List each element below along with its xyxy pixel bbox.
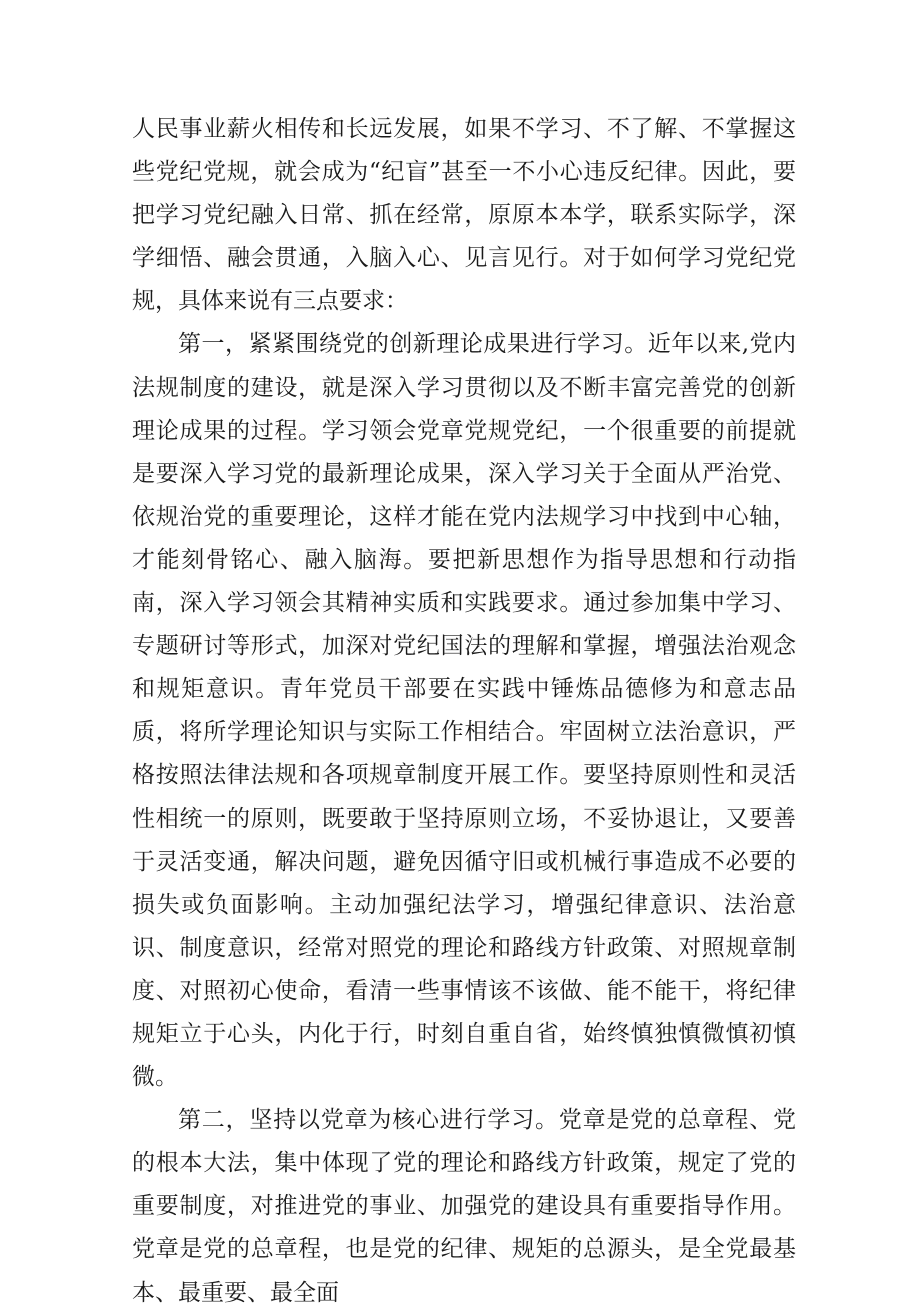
document-body xyxy=(132,108,796,1315)
paragraph-continuation: 人民事业薪火相传和长远发展，如果不学习、不了解、不掌握这些党纪党规，就会成为“纪盲”甚至一不小心违反纪律。因此，要把学习党纪融入日常、抓在经常，原原本本学，联系实际学，深学细悟、融会贯通，入脑入心、见言见行。对于如何学习党纪党规，具体来说有三点要求： xyxy=(132,116,796,315)
paragraph-point-one: 第一，紧紧围绕党的创新理论成果进行学习。近年以来,党内法规制度的建设，就是深入学习贯彻以及不断丰富完善党的创新理论成果的过程。学习领会党章党规党纪，一个很重要的前提就是要深入学习党的最新理论成果，深入学习关于全面从严治党、依规治党的重要理论，这样才能在党内法规学习中找到中心轴，才能刻骨铭心、融入脑海。要把新思想作为指导思想和行动指南，深入学习领会其精神实质和实践要求。通过参加集中学习、专题研讨等形式，加深对党纪国法的理解和掌握，增强法治观念和规矩意识。青年党员干部要在实践中锤炼品德修为和意志品质，将所学理论知识与实际工作相结合。牢固树立法治意识，严格按照法律法规和各项规章制度开展工作。要坚持原则性和灵活性相统一的原则，既要敢于坚持原则立场，不妥协退让，又要善于灵活变通，解决问题，避免因循守旧或机械行事造成不必要的损失或负面影响。主动加强纪法学习，增强纪律意识、法治意识、制度意识，经常对照党的理论和路线方针政策、对照规章制度、对照初心使命，看清一些事情该不该做、能不能干，将纪律规矩立于心头，内化于行，时刻自重自省，始终慎独慎微慎初慎微。 xyxy=(132,331,796,1091)
paragraph-point-two: 第二，坚持以党章为核心进行学习。党章是党的总章程、党的根本大法，集中体现了党的理论和路线方针政策，规定了党的重要制度，对推进党的事业、加强党的建设具有重要指导作用。党章是党的总章程，也是党的纪律、规矩的总源头，是全党最基本、最重要、最全面 xyxy=(132,1107,796,1306)
